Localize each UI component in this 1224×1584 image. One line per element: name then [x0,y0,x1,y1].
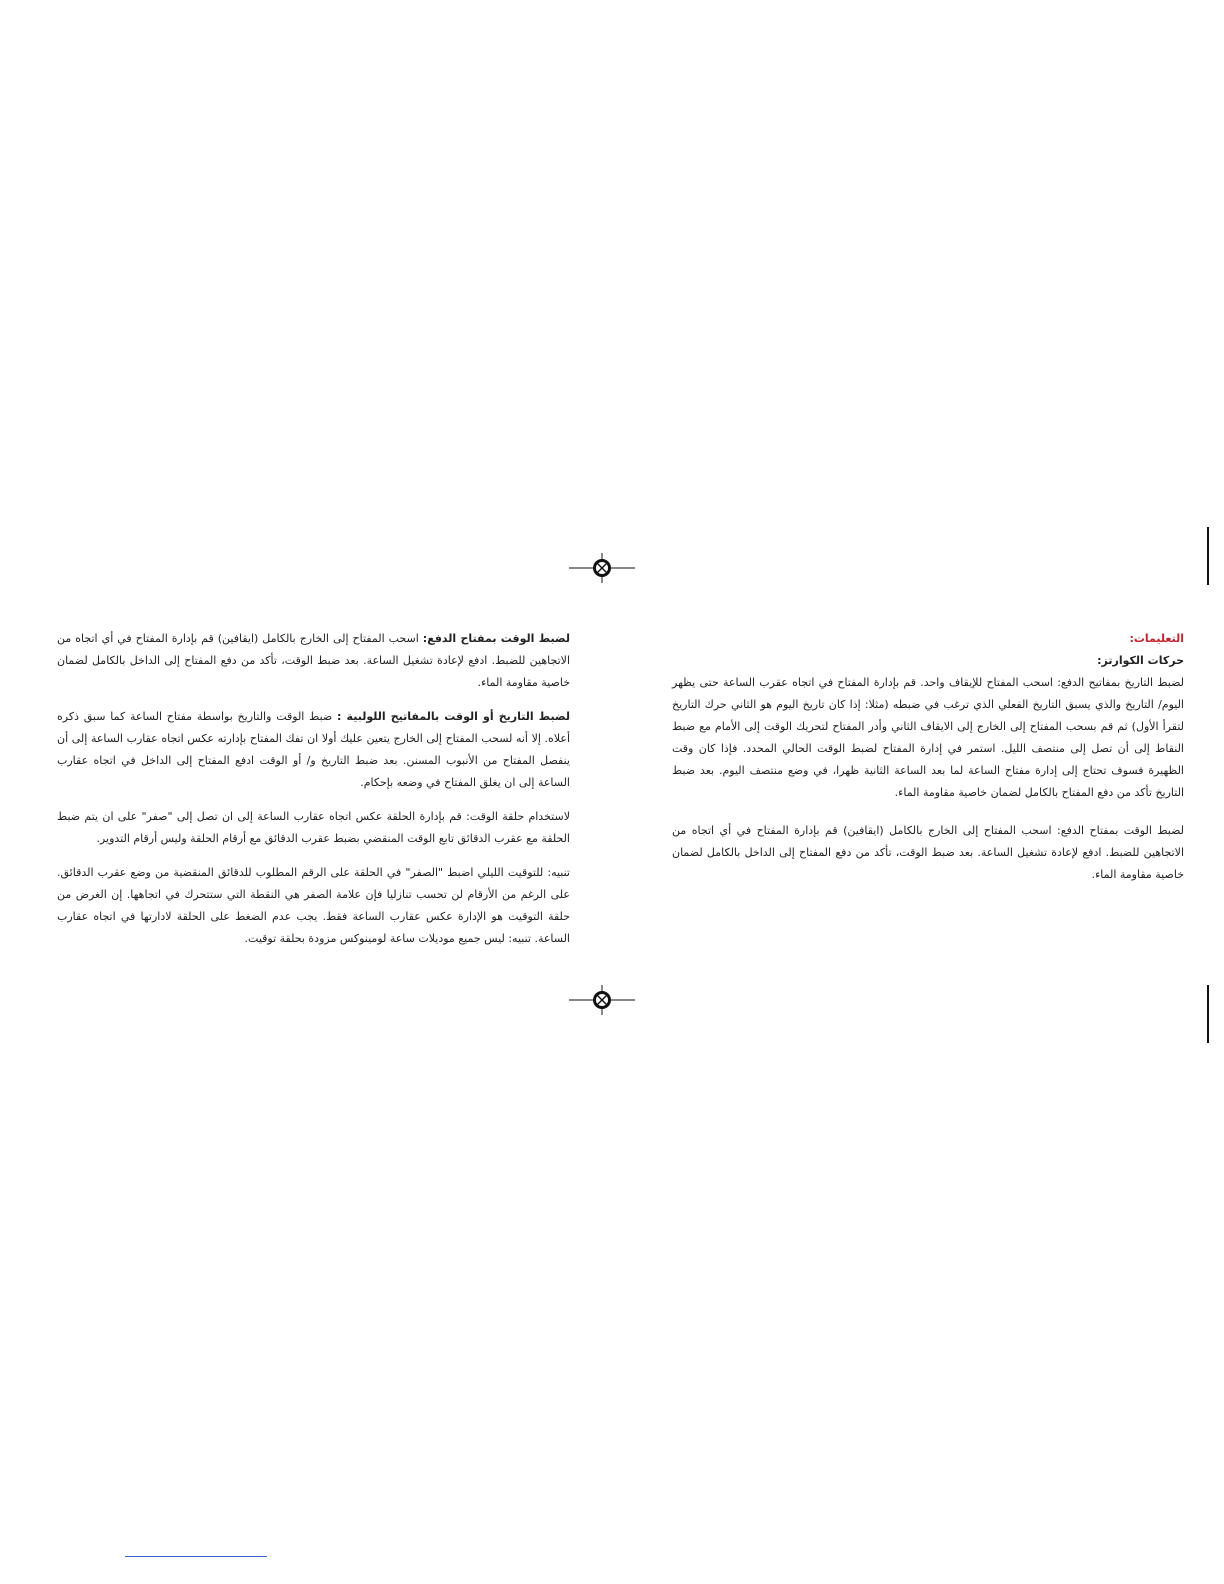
push-crown-time-lead: لضبط الوقت بمفتاح الدفع: [422,632,570,645]
bottom-underline [125,1556,267,1557]
instructions-column-left [57,628,570,962]
screw-crown-text: ضبط الوقت والتاريخ بواسطة مفتاح الساعة كما سبق ذكره أعلاه. إلا أنه لسحب المفتاح إلى الخارج يتعين عليك أولا ان تفك المفتاح بإدارته عكس اتجاه عقارب الساعة إلى أن ينفصل المفتاح من الأنبوب المسنن. بعد ضبط التاريخ و/ أو الوقت ادفع المفتاح إلى الداخل في اتجاه عقارب الساعة إلى ان يغلق المفتاح في وضعه بإحكام. [57,710,570,789]
registration-mark-bottom [569,985,635,1015]
trim-line-lower [1207,985,1209,1043]
caution-paragraph: تنبيه: للتوقيت الليلي اضبط "الصفر" في الحلقة على الرقم المطلوب للدقائق المنقضية من وضع عقرب الدقائق. على الرغم من الأرقام لن تحسب تنازليا فإن علامة الصفر هي النقطة التي ستتحرك في اتجاهها. إن الغرض من حلقة التوقيت هو الإدارة عكس عقارب الساعة فقط. يجب عدم الضغط على الحلقة لادارتها في اتجاه عقارب الساعة. تنبيه: ليس جميع موديلات ساعة لومينوكس مزودة بحلقة توقيت. [57,866,570,945]
quartz-movements-subheading: حركات الكوارتز: [1097,654,1184,667]
registration-crosshair-icon [569,985,635,1015]
screw-crown-paragraph [57,706,570,794]
push-crown-time-text: اسحب المفتاح إلى الخارج بالكامل (ايقافين) قم بإدارة المفتاح في أي اتجاه من الاتجاهين للضبط. ادفع لإعادة تشغيل الساعة. بعد ضبط الوقت، تأكد من دفع المفتاح إلى الداخل بالكامل لضمان خاصية مقاومة الماء. [57,632,570,689]
screw-crown-lead: لضبط التاريخ أو الوقت بالمفاتيح اللولبية : [337,710,570,723]
trim-line-upper [1207,527,1209,585]
timing-ring-paragraph: لاستخدام حلقة الوقت: قم بإدارة الحلقة عكس اتجاه عقارب الساعة إلى ان تصل إلى "صفر" على ان يتم ضبط الحلقة مع عقرب الدقائق تابع الوقت المنقضي بضبط عقرب الدقائق مع أرقام الحلقة وليس أرقام التدوير. [57,810,570,845]
instructions-heading: التعليمات: [1129,632,1184,645]
date-setting-paragraph: لضبط التاريخ بمفاتيح الدفع: اسحب المفتاح للإيقاف واحد. قم بإدارة المفتاح في اتجاه عقرب الساعة حتى يظهر اليوم/ التاريخ والذي يسبق التاريخ الفعلي الذي ترغب في ضبطه (مثلا: إذا كان تاريخ اليوم هو الثاني حرك التاريخ لتقرأ الأول) ثم قم بسحب المفتاح إلى الخارج إلى الايقاف الثاني وأدر المفتاح لتحريك الوقت إلى الأمام مع ضبط النقاط إلى أن تصل إلى منتصف الليل. استمر في إدارة المفتاح لضبط الوقت الحالي المحدد. فإذا كان وقت الظهيرة فسوف تحتاج إلى إدارة مفتاح الساعة لما بعد الساعة الثانية ظهرا، في وضع منتصف اليوم. بعد ضبط التاريخ تأكد من دفع المفتاح بالكامل لضمان خاصية مقاومة الماء. [672,676,1184,799]
push-crown-time-paragraph [57,628,570,694]
time-setting-paragraph: لضبط الوقت بمفتاح الدفع: اسحب المفتاح إلى الخارج بالكامل (ايقافين) قم بإدارة المفتاح في أي اتجاه من الاتجاهين للضبط. ادفع لإعادة تشغيل الساعة. بعد ضبط الوقت، تأكد من دفع المفتاح إلى الداخل بالكامل لضمان خاصية مقاومة الماء. [672,824,1184,881]
instructions-column-right [672,628,1184,886]
registration-mark-top [569,553,635,583]
registration-crosshair-icon [569,553,635,583]
